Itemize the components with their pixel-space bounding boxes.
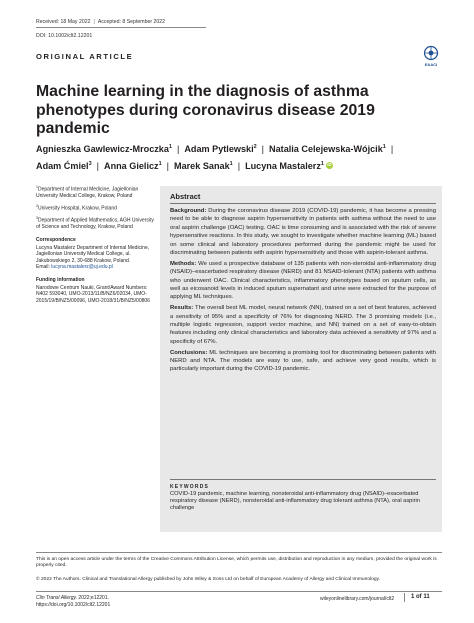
bottom-divider <box>36 591 442 592</box>
affiliation: $^3$Department of Applied Mathematics, AGH University of Science and Technology, Krakow, Poland <box>36 216 154 231</box>
page-number: 1 of 11 <box>411 594 430 600</box>
dates-line <box>36 19 165 25</box>
journal-url-link[interactable]: wileyonlinelibrary.com/journal/clt2 <box>320 596 395 602</box>
section-label: ORIGINAL ARTICLE <box>36 52 134 61</box>
abstract-body <box>170 207 436 376</box>
eaaci-logo <box>421 45 441 69</box>
journal-year: 2022;e12201. <box>78 595 110 601</box>
dates-separator: | <box>93 19 95 25</box>
license-text: This is an open access article under the terms of the Creative Commons Attribution License, which permits use, distribution and reproduction in any medium, provided the original work is properly cited. <box>36 557 437 569</box>
received-date: Received: 18 May 2022 <box>36 19 91 25</box>
sidebar-info <box>36 184 156 307</box>
author[interactable]: Marek Sanak$^1$ <box>174 160 233 171</box>
author-separator: | <box>176 144 180 155</box>
author-separator: | <box>96 160 99 171</box>
page-number-divider <box>404 593 405 602</box>
abstract-methods: Methods: We used a prospective database of 135 patients with non-steroidal anti-inflammatory drug (NSAID)–exacerbated respiratory disease (NERD) and 81 NSAID-tolerant (NTA) patients with asthma who underwent OAC. Clinical characteristics, inflammatory phenotypes based on sputum cells, as well as eicosanoid levels in induced sputum supernatant and urine were extracted for the purpose of applying ML techniques. <box>170 260 436 301</box>
abstract-divider <box>170 203 436 204</box>
correspondence-email[interactable]: lucyna.mastalerz@uj.edu.pl <box>51 264 113 271</box>
journal-doi-link[interactable]: https://doi.org/10.1002/clt2.12201 <box>36 601 111 608</box>
author[interactable]: Adam Ćmiel$^3$ <box>36 160 92 171</box>
keywords-text: COVID-19 pandemic, machine learning, nonsteroidal anti-inflammatory drug (NSAID)–exacerbated respiratory disease (NERD), nonsteroidal anti-inflammatory drug tolerant asthma (NTA), oral aspirin challenge <box>170 491 420 512</box>
abstract-conclusions: Conclusions: ML techniques are becoming a promising tool for discriminating between patients with NERD and NTA. The models are easy to use, safe, and achieve very good results, which is particularly important during the COVID-19 pandemic. <box>170 349 436 373</box>
affiliation: $^2$University Hospital, Krakow, Poland <box>36 203 117 212</box>
eaaci-logo-icon <box>421 45 441 62</box>
author-list <box>36 140 446 173</box>
journal-name: Clin Transl Allergy. <box>36 595 78 601</box>
author[interactable]: Adam Pytlewski$^2$ <box>184 144 257 155</box>
author-separator: | <box>261 144 265 155</box>
funding-text: Narodowe Centrum Nauki, Grant/Award Numbers: N402 593040, UMO-2013/11/B/NZ6/02034, UMO-2015/19/B/NZ5/00096, UMO-2018/31/B/NZ5/00806 <box>36 284 150 304</box>
correspondence-text: Lucyna Mastalerz Department of Internal Medicine, Jagiellonian University Medical College, ul. Jakubowskiego 2, 30-688 Krakow, Poland. Email: lucyna.mastalerz@uj.edu.pl <box>36 244 150 271</box>
correspondence-heading: Correspondence <box>36 236 76 243</box>
header-divider <box>36 27 206 28</box>
abstract-title: Abstract <box>170 192 201 201</box>
doi[interactable]: DOI: 10.1002/clt2.12201 <box>36 33 93 39</box>
author[interactable]: Lucyna Mastalerz$^1$ <box>245 160 324 171</box>
author[interactable]: Natalia Celejewska-Wójcik$^1$ <box>269 144 386 155</box>
funding-heading: Funding information <box>36 276 85 283</box>
author-separator: | <box>390 144 394 155</box>
eaaci-logo-text: EAACI <box>424 62 438 67</box>
copyright-text: © 2022 The Authors. Clinical and Translational Allergy published by John Wiley & Sons Ltd on behalf of European Academy of Allergy and Clinical Immunology. <box>36 577 381 582</box>
author-separator: | <box>166 160 170 171</box>
keywords-heading: KEYWORDS <box>170 484 210 490</box>
abstract-results: Results: The overall best ML model, neural network (NN), trained on a set of best features, achieved a sensitivity of 95% and a specificity of 76% for diagnosing NERD. The 3 promising models (i.e., multiple logistic regression, support vector machine, and NN) trained on a set of easy-to-obtain features including only clinical characteristics and laboratory data achieved a sensitivity of 97% and a specificity of 67%. <box>170 305 437 345</box>
orcid-icon[interactable]: iD <box>327 162 332 168</box>
author[interactable]: Anna Gielicz$^1$ <box>104 160 162 171</box>
abstract-background: Background: During the coronavirus disease 2019 (COVID-19) pandemic, it has become a pressing need to be able to diagnose aspirin hypersensitivity in patients with asthma without the need to use oral aspirin challenge (OAC) testing. OAC is time consuming and is associated with the risk of severe hypersensitive reactions. In this study, we sought to investigate whether machine learning (ML) based on some clinical and laboratory procedures performed during the pandemic might be used for discriminating between patients with aspirin hypersensitivity and those with aspirin-tolerant asthma. <box>170 208 436 257</box>
accepted-date: Accepted: 8 September 2022 <box>97 19 166 25</box>
article-title: Machine learning in the diagnosis of asthma phenotypes during coronavirus disease 2019 pandemic <box>36 83 375 138</box>
keywords-divider <box>170 479 436 480</box>
author-separator: | <box>237 160 241 171</box>
footer-divider <box>36 552 442 553</box>
author[interactable]: Agnieszka Gawlewicz-Mroczka$^1$ <box>36 144 172 155</box>
journal-citation <box>36 595 110 608</box>
affiliation: $^1$Department of Internal Medicine, Jagiellonian University Medical College, Krakow, Poland <box>36 185 139 200</box>
